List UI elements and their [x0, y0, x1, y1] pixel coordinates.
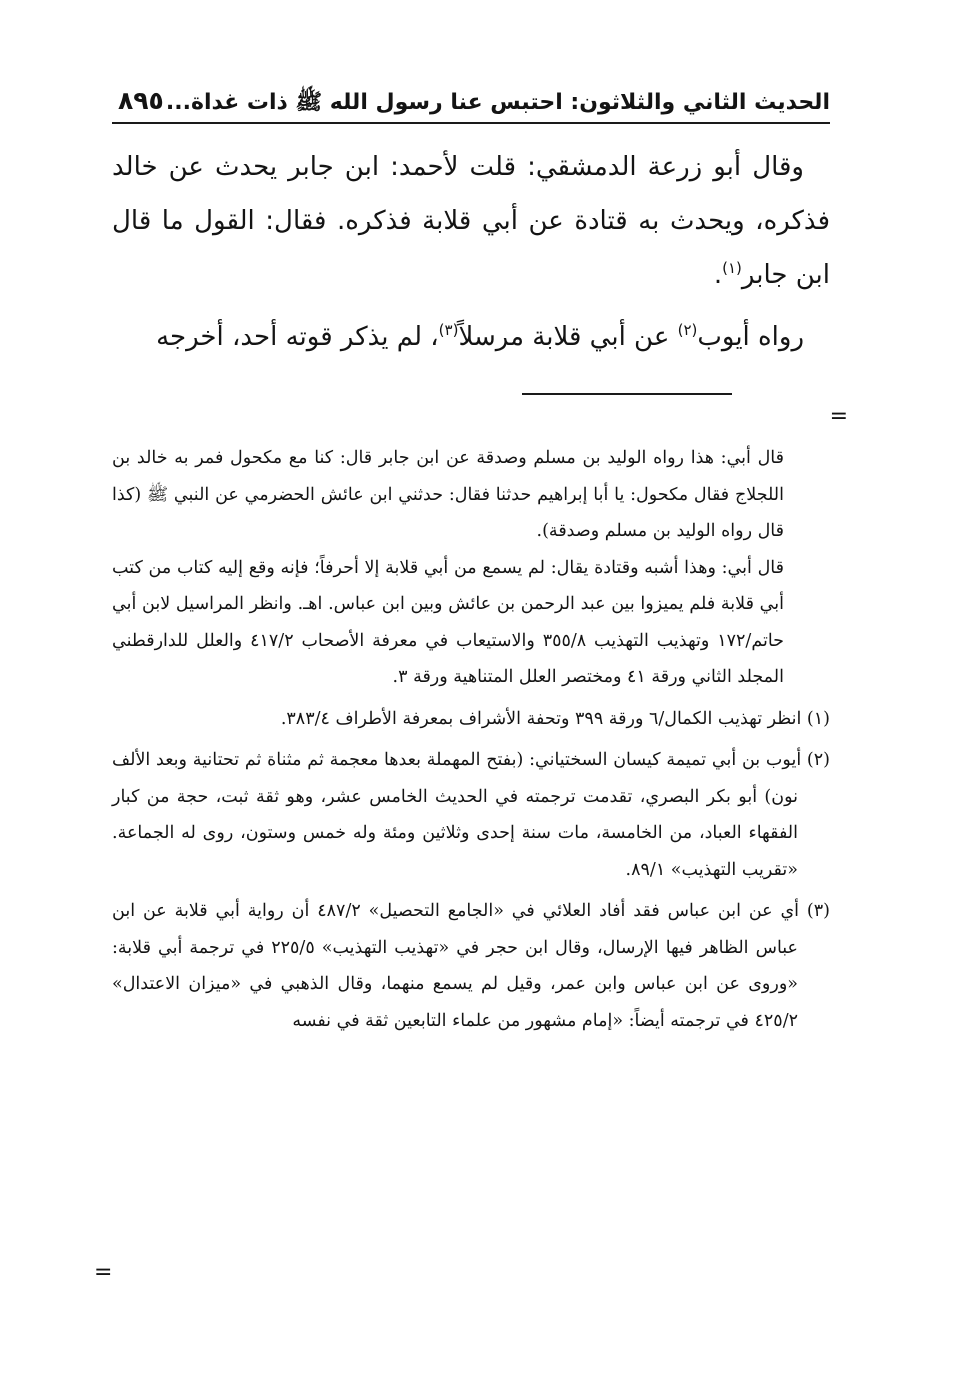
footnote-ref-3[interactable]: (٣)	[438, 321, 459, 339]
footnote-2: (٢) أيوب بن أبي تميمة كيسان السختياني: (بفتح المهملة بعدها معجمة ثم مثناة ثم تحتانية وبعد الألف نون) أبو بكر البصري، تقدمت ترجمته في الحديث الخامس عشر، وهو ثقة ثبت، حجة من كبار الفقهاء العباد، من الخامسة، مات سنة إحدى وثلاثين ومئة وله خمس وستون، روى له الجماعة. «تقريب التهذيب» ٨٩/١.	[112, 750, 830, 880]
paragraph-end-dot: .	[713, 260, 723, 290]
footnote-ref-1[interactable]: (١)	[722, 259, 742, 277]
paragraph-ayyub-text-c: ، لم يذكر قوته أحد، أخرجه	[156, 322, 439, 352]
header-title: الحديث الثاني والثلاثون: احتبس عنا رسول الله ﷺ ذات غداة...	[165, 90, 830, 115]
running-header	[112, 88, 830, 124]
continuation-mark-top: =	[829, 404, 848, 429]
footnotes	[112, 440, 830, 1039]
paragraph-ayyub-text-a: رواه أيوب	[697, 322, 804, 352]
footnote-continued-2: قال أبي: وهذا أشبه وقتادة يقال: لم يسمع من أبي قلابة إلا أحرفاً؛ فإنه وقع إليه كتاب من كتب أبي قلابة فلم يميزوا بين عبد الرحمن بن عائش وبين ابن عباس. اهـ. وانظر المراسيل لابن أبي حاتم/١٧٢ وتهذيب التهذيب ٣٥٥/٨ والاستيعاب في معرفة الأصحاب ٤١٧/٢ والعلل للدارقطني المجلد الثاني ورقة ٤١ ومختصر العلل المتناهية ورقة ٣.	[112, 557, 784, 687]
main-text	[112, 140, 830, 364]
footnote-continued-1: قال أبي: هذا رواه الوليد بن مسلم وصدقة عن ابن جابر قال: كنا مع مكحول فمر به خالد بن اللجلاج فقال مكحول: يا أبا إبراهيم حدثنا فقال: حدثني ابن عائش الحضرمي عن النبي ﷺ (كذا قال رواه الوليد بن مسلم وصدقة).	[112, 448, 784, 541]
footnote-separator	[522, 393, 732, 395]
paragraph-ayyub	[112, 310, 830, 364]
paragraph-ayyub-text-b: عن أبي قلابة مرسلاً	[458, 322, 678, 352]
footnote-3: (٣) أي عن ابن عباس فقد أفاد العلائي في «الجامع التحصيل» ٤٨٧/٢ أن رواية أبي قلابة عن ابن عباس الظاهر فيها الإرسال، وقال ابن حجر في «تهذيب التهذيب» ٢٢٥/٥ في ترجمة أبي قلابة: «وروى عن ابن عباس وابن عمر، وقيل لم يسمع منهما، وقال الذهبي في «ميزان الاعتدال» ٤٢٥/٢ في ترجمته أيضاً: «إمام مشهور من علماء التابعين ثقة في نفسه	[112, 901, 830, 1031]
footnote-1: (١) انظر تهذيب الكمال/٦ ورقة ٣٩٩ وتحفة الأشراف بمعرفة الأطراف ٣٨٣/٤.	[280, 708, 830, 729]
paragraph-abu-zurah-text: وقال أبو زرعة الدمشقي: قلت لأحمد: ابن جابر يحدث عن خالد فذكره، ويحدث به قتادة عن أبي قلابة فذكره. فقال: القول ما قال ابن جابر	[112, 152, 830, 290]
paragraph-abu-zurah	[112, 140, 830, 302]
continuation-mark-bottom: =	[94, 1260, 113, 1285]
footnote-ref-2[interactable]: (٢)	[677, 321, 698, 339]
page-number: ٨٩٥	[118, 86, 164, 115]
